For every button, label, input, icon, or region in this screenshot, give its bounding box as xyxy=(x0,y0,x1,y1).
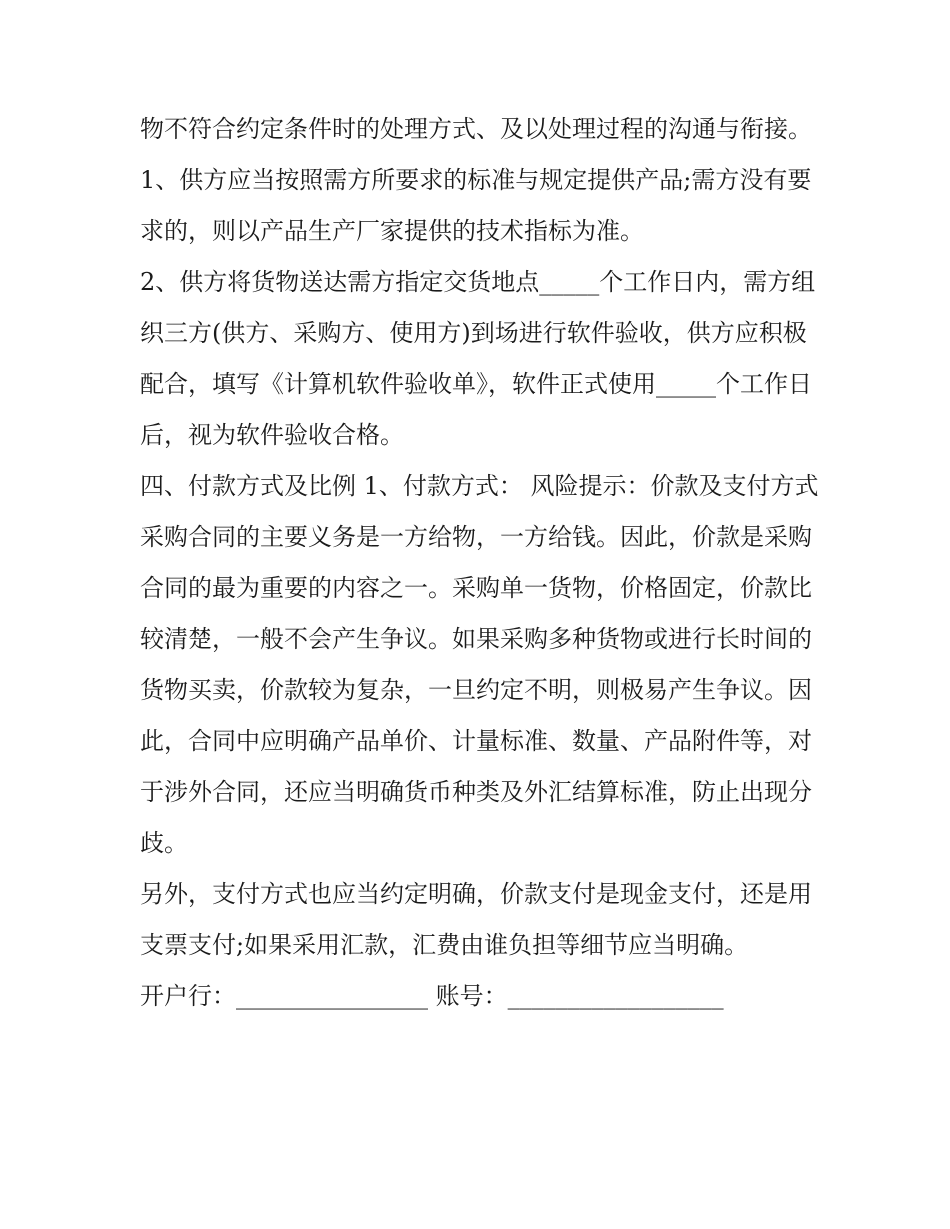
paragraph-payment-terms: 另外，支付方式也应当约定明确，价款支付是现金支付，还是用支票支付;如果采用汇款，汇费由谁负担等细节应当明确。 xyxy=(140,880,812,959)
section-heading-payment-method: 四、付款方式及比例 1、付款方式： 风险提示：价款及支付方式 xyxy=(140,472,819,500)
paragraph-clause-2-software-acceptance: 2、供方将货物送达需方指定交货地点_____个工作日内，需方组织三方(供方、采购方、使用方)到场进行软件验收，供方应积极配合，填写《计算机软件验收单》，软件正式使用_____个工作日后，视为软件验收合格。 xyxy=(140,268,816,449)
bank-account-line: 开户行：________________ 账号：__________________ xyxy=(140,982,724,1010)
paragraph-price-risk: 采购合同的主要义务是一方给物，一方给钱。因此，价款是采购合同的最为重要的内容之一。采购单一货物，价格固定，价款比较清楚，一般不会产生争议。如果采购多种货物或进行长时间的货物买卖，价款较为复杂，一旦约定不明，则极易产生争议。因此，合同中应明确产品单价、计量标准、数量、产品附件等，对于涉外合同，还应当明确货币种类及外汇结算标准，防止出现分歧。 xyxy=(140,523,812,857)
paragraph-goods-nonconformity: 物不符合约定条件时的处理方式、及以处理过程的沟通与衔接。 xyxy=(140,115,812,143)
paragraph-clause-1-product-standard: 1、供方应当按照需方所要求的标准与规定提供产品;需方没有要求的，则以产品生产厂家提供的技术指标为准。 xyxy=(140,166,812,245)
document-body xyxy=(140,104,820,1022)
